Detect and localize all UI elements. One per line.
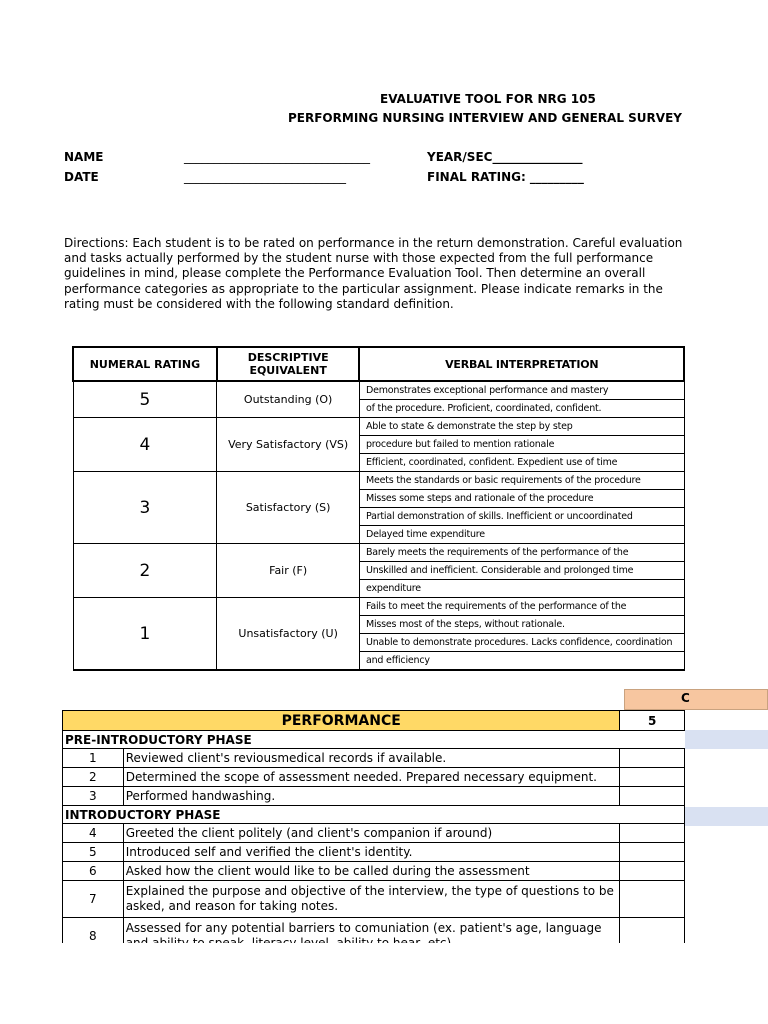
rating-verbal-line: Barely meets the requirements of the performance of the — [359, 544, 684, 562]
rating-descriptor: Satisfactory (S) — [217, 472, 360, 544]
item-description: Introduced self and verified the client's identity. — [123, 843, 620, 862]
directions-line: and tasks actually performed by the student nurse with those expected from the full performance — [64, 251, 654, 266]
phase-row — [63, 806, 685, 824]
rating-row — [73, 472, 684, 490]
rating-descriptor: Outstanding (O) — [217, 381, 360, 418]
rating-row — [73, 418, 684, 436]
table-row — [63, 843, 685, 862]
rating-row — [73, 598, 684, 616]
item-description: Assessed for any potential barriers to comuniation (ex. patient's age, language — [123, 918, 620, 955]
score-cell[interactable] — [620, 749, 685, 768]
item-number: 2 — [63, 768, 124, 787]
directions-line: guidelines in mind, please complete the Performance Evaluation Tool. Then determine an overall — [64, 266, 646, 281]
score-cell[interactable] — [620, 768, 685, 787]
directions-line: rating must be considered with the following standard definition. — [64, 296, 454, 311]
item-description: Determined the scope of assessment needed. Prepared necessary equipment. — [123, 768, 620, 787]
score-column-header: 5 — [620, 711, 685, 731]
rating-numeral: 4 — [73, 418, 217, 472]
rating-verbal-line: Delayed time expenditure — [359, 526, 684, 544]
performance-heading: PERFORMANCE — [63, 711, 620, 731]
item-description: Performed handwashing. — [123, 787, 620, 806]
item-description: Asked how the client would like to be called during the assessment — [123, 862, 620, 881]
column-group-header — [624, 689, 768, 710]
final-rating-label: FINAL RATING: _________ — [427, 170, 584, 184]
item-number: 6 — [63, 862, 124, 881]
rating-verbal-line: Misses some steps and rationale of the procedure — [359, 490, 684, 508]
rating-numeral: 5 — [73, 381, 217, 418]
rating-verbal-line: Efficient, coordinated, confident. Expedient use of time — [359, 454, 684, 472]
table-row — [63, 824, 685, 843]
rating-verbal-line: procedure but failed to mention rationale — [359, 436, 684, 454]
item-description: Greeted the client politely (and client's companion if around) — [123, 824, 620, 843]
score-cell[interactable] — [620, 862, 685, 881]
phase-title: PRE-INTRODUCTORY PHASE — [63, 731, 685, 749]
numeral-rating-header: NUMERAL RATING — [73, 347, 217, 381]
score-cell[interactable] — [620, 843, 685, 862]
rating-verbal-line: Partial demonstration of skills. Inefficient or uncoordinated — [359, 508, 684, 526]
title-line-1: EVALUATIVE TOOL FOR NRG 105 — [380, 92, 596, 106]
performance-header-row — [63, 711, 685, 731]
rating-verbal-line: expenditure — [359, 580, 684, 598]
rating-verbal-line: Fails to meet the requirements of the performance of the — [359, 598, 684, 616]
score-cell[interactable] — [620, 824, 685, 843]
descriptive-equivalent-header: DESCRIPTIVE EQUIVALENT — [217, 347, 360, 381]
table-row — [63, 787, 685, 806]
item-number: 7 — [63, 881, 124, 918]
score-cell[interactable] — [620, 787, 685, 806]
directions-line: performance categories as appropriate to the particular assignment. Please indicate remarks in the — [64, 281, 663, 296]
page-bottom-margin — [0, 943, 685, 1024]
rating-verbal-line: of the procedure. Proficient, coordinated, confident. — [359, 400, 684, 418]
item-description: Reviewed client's reviousmedical records if available. — [123, 749, 620, 768]
rating-numeral: 2 — [73, 544, 217, 598]
item-number: 4 — [63, 824, 124, 843]
rating-verbal-line: Unable to demonstrate procedures. Lacks confidence, coordination — [359, 634, 684, 652]
item-number: 3 — [63, 787, 124, 806]
performance-table — [62, 710, 685, 955]
phase-row — [63, 731, 685, 749]
rating-numeral: 3 — [73, 472, 217, 544]
score-cell[interactable] — [620, 881, 685, 918]
item-number: 8 — [63, 918, 124, 955]
rating-verbal-line: Misses most of the steps, without rationale. — [359, 616, 684, 634]
directions-text — [64, 236, 685, 312]
table-row — [63, 881, 685, 918]
directions-line: Directions: Each student is to be rated on performance in the return demonstration. Careful evaluation — [64, 236, 683, 250]
rating-descriptor: Unsatisfactory (U) — [217, 598, 360, 671]
phase-row-extension — [685, 807, 768, 826]
rating-descriptor: Very Satisfactory (VS) — [217, 418, 360, 472]
name-line: _______________________________ — [184, 150, 370, 164]
rating-numeral: 1 — [73, 598, 217, 671]
rating-verbal-line: Able to state & demonstrate the step by step — [359, 418, 684, 436]
phase-title: INTRODUCTORY PHASE — [63, 806, 685, 824]
rating-scale-table — [72, 346, 685, 671]
column-group-label: C — [681, 691, 690, 705]
table-row — [63, 768, 685, 787]
item-number: 5 — [63, 843, 124, 862]
rating-header-row — [73, 347, 684, 381]
name-label: NAME — [64, 150, 104, 164]
table-row — [63, 749, 685, 768]
rating-verbal-line: Meets the standards or basic requirements of the procedure — [359, 472, 684, 490]
rating-verbal-line: and efficiency — [359, 652, 684, 671]
item-description: Explained the purpose and objective of the interview, the type of questions to be asked, and reason for taking notes. — [123, 881, 620, 918]
rating-row — [73, 544, 684, 562]
phase-row-extension — [685, 730, 768, 749]
table-row — [63, 862, 685, 881]
item-number: 1 — [63, 749, 124, 768]
date-line: ___________________________ — [184, 170, 346, 184]
title-line-2: PERFORMING NURSING INTERVIEW AND GENERAL SURVEY — [288, 111, 682, 125]
rating-verbal-line: Unskilled and inefficient. Considerable and prolonged time — [359, 562, 684, 580]
rating-descriptor: Fair (F) — [217, 544, 360, 598]
rating-row — [73, 381, 684, 400]
verbal-interpretation-header: VERBAL INTERPRETATION — [359, 347, 684, 381]
rating-verbal-line: Demonstrates exceptional performance and mastery — [359, 381, 684, 400]
year-sec-label: YEAR/SEC_______________ — [427, 150, 583, 164]
date-label: DATE — [64, 170, 99, 184]
